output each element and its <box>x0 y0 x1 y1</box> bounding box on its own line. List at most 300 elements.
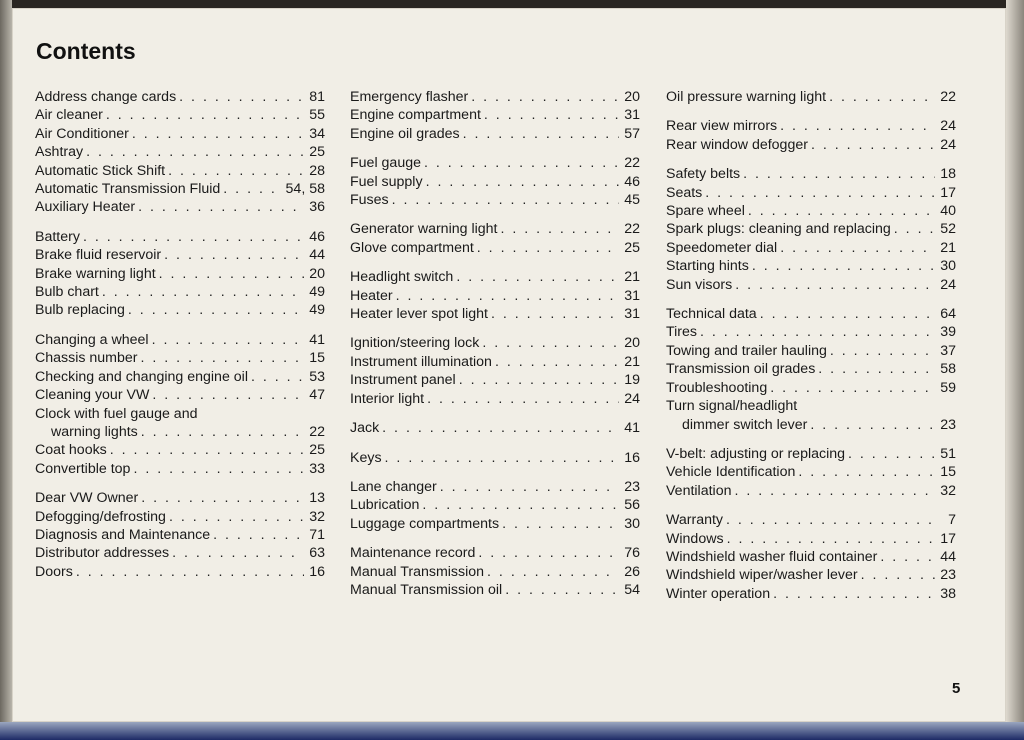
entry-group-gap <box>666 154 956 165</box>
index-entry-page: 23 <box>624 478 640 495</box>
index-entry-label: Vehicle Identification <box>666 464 796 481</box>
index-entry <box>666 548 956 566</box>
index-entry-page: 76 <box>624 545 640 562</box>
index-entry-page: 56 <box>624 497 640 514</box>
index-entry-page: 17 <box>940 184 956 201</box>
dot-leader <box>382 419 619 437</box>
index-entry <box>35 386 325 404</box>
index-entry-label: Brake warning light <box>35 265 156 282</box>
entry-group-gap <box>350 209 640 220</box>
index-entry-label: Interior light <box>350 390 425 407</box>
index-entry-page: 59 <box>940 379 956 396</box>
dot-leader <box>463 125 619 143</box>
index-entry <box>35 526 325 544</box>
dot-leader <box>487 563 619 581</box>
index-entry-page: 51 <box>940 445 956 462</box>
index-entry <box>350 353 640 371</box>
index-entry-page: 24 <box>940 136 956 153</box>
index-entry-page: 58 <box>940 361 956 378</box>
index-entry-continuation: warning lights <box>51 423 138 440</box>
dot-leader <box>495 353 619 371</box>
dot-leader <box>76 563 304 581</box>
index-entry <box>666 342 956 360</box>
entry-group-gap <box>666 294 956 305</box>
index-entry-label: Generator warning light <box>350 221 498 238</box>
index-entry-label: Ignition/steering lock <box>350 335 480 352</box>
index-entry-label: Dear VW Owner <box>35 490 139 507</box>
index-entry <box>35 301 325 319</box>
index-entry-label: Maintenance record <box>350 545 476 562</box>
index-entry <box>350 419 640 437</box>
dot-leader <box>810 416 935 434</box>
index-entry-label: Speedometer dial <box>666 239 778 256</box>
dot-leader <box>106 106 304 124</box>
index-entry-page: 36 <box>309 199 325 216</box>
index-entry-page: 49 <box>309 284 325 301</box>
dot-leader <box>748 202 935 220</box>
dot-leader <box>700 323 935 341</box>
index-entry <box>666 379 956 397</box>
index-entry-label: Lane changer <box>350 478 437 495</box>
dot-leader <box>456 268 619 286</box>
index-entry-label: Manual Transmission <box>350 563 485 580</box>
index-entry-page: 57 <box>624 125 640 142</box>
index-entry-page: 17 <box>940 530 956 547</box>
index-entry <box>35 489 325 507</box>
index-entry-page: 15 <box>940 464 956 481</box>
dot-leader <box>440 478 619 496</box>
index-entry-page: 39 <box>940 324 956 341</box>
index-entry-label: Rear window defogger <box>666 136 808 153</box>
index-entry <box>350 305 640 323</box>
entry-group-gap <box>35 217 325 228</box>
index-entry <box>666 482 956 500</box>
index-entry-page: 24 <box>940 118 956 135</box>
index-entry <box>666 117 956 135</box>
index-entry-page: 31 <box>624 107 640 124</box>
index-entry-label: Technical data <box>666 306 757 323</box>
index-entry-page: 53 <box>309 368 325 385</box>
entry-group-gap <box>666 500 956 511</box>
index-entry-page: 46 <box>624 173 640 190</box>
entry-group-gap <box>666 106 956 117</box>
index-entry-page: 71 <box>309 526 325 543</box>
index-entry-label: Troubleshooting <box>666 379 768 396</box>
index-entry-page: 26 <box>624 563 640 580</box>
page-number: 5 <box>952 680 961 697</box>
entry-group-gap <box>350 408 640 419</box>
index-entry-page: 24 <box>624 390 640 407</box>
index-entry-label: Brake fluid reservoir <box>35 247 162 264</box>
index-entry <box>666 511 956 529</box>
dot-leader <box>734 482 935 500</box>
index-entry <box>666 165 956 183</box>
dot-leader <box>169 508 304 526</box>
index-entry-label: Safety belts <box>666 166 741 183</box>
index-entry-page: 30 <box>940 258 956 275</box>
index-entry-label: Air cleaner <box>35 107 103 124</box>
index-entry-label: Tires <box>666 324 698 341</box>
index-entry-page: 19 <box>624 372 640 389</box>
dot-leader <box>152 386 304 404</box>
index-entry-page: 18 <box>940 166 956 183</box>
index-entry-label: Automatic Transmission Fluid <box>35 181 221 198</box>
book-spine <box>0 0 12 740</box>
index-entry-label: Battery <box>35 228 80 245</box>
index-entry <box>35 441 325 459</box>
dot-leader <box>491 305 619 323</box>
index-entry-page: 30 <box>624 515 640 532</box>
index-entry <box>35 423 325 441</box>
dot-leader <box>861 566 935 584</box>
dot-leader <box>705 184 935 202</box>
index-entry-page: 23 <box>940 567 956 584</box>
index-entry-page: 47 <box>309 387 325 404</box>
dot-leader <box>251 368 304 386</box>
index-entry-label: Distributor addresses <box>35 545 170 562</box>
index-entry-label: Luggage compartments <box>350 515 500 532</box>
index-entry-label: Heater lever spot light <box>350 306 489 323</box>
index-entry-page: 31 <box>624 306 640 323</box>
index-entry-label: Spare wheel <box>666 203 745 220</box>
index-entry-page: 21 <box>940 239 956 256</box>
index-entry <box>666 566 956 584</box>
index-entry <box>35 143 325 161</box>
index-entry-page: 16 <box>624 449 640 466</box>
index-entry <box>35 228 325 246</box>
index-entry-page: 63 <box>309 545 325 562</box>
index-entry-label: Turn signal/headlight <box>666 398 798 415</box>
index-entry-label: Spark plugs: cleaning and replacing <box>666 221 891 238</box>
dot-leader <box>223 180 282 198</box>
index-entry <box>35 460 325 478</box>
dot-leader <box>138 198 304 216</box>
dot-leader <box>484 106 619 124</box>
index-entry <box>350 544 640 562</box>
dot-leader <box>152 331 304 349</box>
index-entry <box>35 265 325 283</box>
index-entry <box>666 276 956 294</box>
entry-group-gap <box>35 478 325 489</box>
index-entry-label: Diagnosis and Maintenance <box>35 526 211 543</box>
index-entry-page: 25 <box>309 144 325 161</box>
index-entry-label: Bulb replacing <box>35 302 125 319</box>
index-entry-page: 52 <box>940 221 956 238</box>
contents-column-3 <box>666 88 956 603</box>
dot-leader <box>482 334 619 352</box>
index-entry <box>350 106 640 124</box>
dot-leader <box>102 283 304 301</box>
index-entry <box>35 106 325 124</box>
index-entry-page: 40 <box>940 203 956 220</box>
index-entry-page: 25 <box>309 442 325 459</box>
index-entry <box>666 305 956 323</box>
index-entry <box>666 88 956 106</box>
dot-leader <box>128 301 304 319</box>
index-entry <box>35 508 325 526</box>
dot-leader <box>478 544 619 562</box>
dot-leader <box>164 246 304 264</box>
dot-leader <box>477 239 619 257</box>
index-entry-label: Lubrication <box>350 497 420 514</box>
dot-leader <box>424 154 619 172</box>
index-entry-page: 20 <box>624 335 640 352</box>
index-entry-label: Automatic Stick Shift <box>35 162 166 179</box>
index-entry <box>666 530 956 548</box>
index-entry-label: Jack <box>350 420 380 437</box>
index-entry <box>350 371 640 389</box>
dot-leader <box>811 136 935 154</box>
index-entry-label: Convertible top <box>35 460 131 477</box>
index-entry <box>350 581 640 599</box>
dot-leader <box>141 349 304 367</box>
contents-page <box>12 8 1006 722</box>
index-entry <box>350 478 640 496</box>
index-entry-label: V-belt: adjusting or replacing <box>666 445 846 462</box>
dot-leader <box>213 526 304 544</box>
dot-leader <box>798 463 935 481</box>
index-entry-page: 7 <box>948 512 956 529</box>
dot-leader <box>726 511 935 529</box>
index-entry-label: Bulb chart <box>35 284 99 301</box>
page-edge-right <box>1006 0 1024 740</box>
index-entry <box>350 191 640 209</box>
dot-leader <box>396 287 619 305</box>
dot-leader <box>829 88 935 106</box>
index-entry <box>666 360 956 378</box>
index-entry-label: Oil pressure warning light <box>666 89 827 105</box>
index-entry <box>35 162 325 180</box>
index-entry-page: 28 <box>309 162 325 179</box>
dot-leader <box>505 581 619 599</box>
index-entry-page: 15 <box>309 350 325 367</box>
index-entry-label: Fuses <box>350 192 389 209</box>
index-entry-page: 22 <box>309 423 325 440</box>
index-entry <box>350 287 640 305</box>
index-entry-label: Clock with fuel gauge and <box>35 405 198 422</box>
dot-leader <box>752 257 935 275</box>
index-entry-page: 37 <box>940 342 956 359</box>
index-entry-label: Starting hints <box>666 258 749 275</box>
index-entry-label: Engine compartment <box>350 107 481 124</box>
index-entry <box>35 349 325 367</box>
dot-leader <box>133 460 304 478</box>
dot-leader <box>727 530 935 548</box>
index-entry-page: 81 <box>309 89 325 105</box>
index-entry <box>350 173 640 191</box>
index-entry-label: Cleaning your VW <box>35 387 150 404</box>
index-entry-label: Ventilation <box>666 482 732 499</box>
index-entry <box>666 323 956 341</box>
dot-leader <box>459 371 619 389</box>
contents-column-2 <box>350 88 640 599</box>
index-entry-label: Changing a wheel <box>35 331 149 348</box>
dot-leader <box>780 117 935 135</box>
dot-leader <box>894 220 935 238</box>
index-entry-label: Checking and changing engine oil <box>35 368 248 385</box>
entry-group-gap <box>666 434 956 445</box>
index-entry-page: 45 <box>624 192 640 209</box>
dot-leader <box>179 88 304 106</box>
index-entry-page: 49 <box>309 302 325 319</box>
index-entry <box>35 180 325 198</box>
index-entry-page: 54 <box>624 581 640 598</box>
index-entry-page: 44 <box>309 247 325 264</box>
dot-leader <box>132 125 304 143</box>
dot-leader <box>141 423 304 441</box>
index-entry-label: Winter operation <box>666 585 771 602</box>
index-entry-page: 25 <box>624 239 640 256</box>
dot-leader <box>172 544 304 562</box>
index-entry-label: Coat hooks <box>35 442 107 459</box>
index-entry-label: Fuel gauge <box>350 155 421 172</box>
index-entry-page: 41 <box>624 420 640 437</box>
entry-group-gap <box>35 320 325 331</box>
index-entry <box>35 331 325 349</box>
index-entry <box>666 239 956 257</box>
index-entry-page: 22 <box>940 89 956 105</box>
page-edge-bottom <box>0 722 1024 740</box>
dot-leader <box>471 88 619 106</box>
index-entry-page: 32 <box>309 508 325 525</box>
index-entry-label: Windshield washer fluid container <box>666 548 878 565</box>
index-entry-page: 22 <box>624 155 640 172</box>
index-entry-label: Instrument illumination <box>350 353 492 370</box>
entry-group-gap <box>350 467 640 478</box>
index-entry-page: 32 <box>940 482 956 499</box>
dot-leader <box>86 143 304 161</box>
dot-leader <box>159 265 304 283</box>
dot-leader <box>500 220 619 238</box>
index-entry <box>35 544 325 562</box>
dot-leader <box>168 162 304 180</box>
index-entry-label: Glove compartment <box>350 239 474 256</box>
index-entry <box>350 268 640 286</box>
index-entry <box>666 445 956 463</box>
index-entry-label: Doors <box>35 563 73 580</box>
dot-leader <box>427 390 619 408</box>
dot-leader <box>760 305 935 323</box>
index-entry <box>666 136 956 154</box>
index-entry-page: 55 <box>309 107 325 124</box>
index-entry <box>350 390 640 408</box>
index-entry-label: Manual Transmission oil <box>350 581 503 598</box>
index-entry-label: Towing and trailer hauling <box>666 342 827 359</box>
index-entry-page: 33 <box>309 460 325 477</box>
index-entry <box>350 563 640 581</box>
index-entry-page: 44 <box>940 548 956 565</box>
index-entry-page: 34 <box>309 125 325 142</box>
index-entry-page: 46 <box>309 228 325 245</box>
index-entry-label: Transmission oil grades <box>666 361 816 378</box>
index-entry-label: Defogging/defrosting <box>35 508 166 525</box>
index-entry <box>350 515 640 533</box>
contents-column-1 <box>35 88 325 581</box>
dot-leader <box>83 228 304 246</box>
index-entry <box>350 496 640 514</box>
dot-leader <box>735 276 935 294</box>
dot-leader <box>743 165 935 183</box>
index-entry-label: Ashtray <box>35 144 84 161</box>
dot-leader <box>770 379 935 397</box>
index-entry <box>350 449 640 467</box>
index-entry-label: Address change cards <box>35 89 177 105</box>
index-entry-page: 13 <box>309 490 325 507</box>
index-entry-page: 21 <box>624 353 640 370</box>
index-entry-label: Sun visors <box>666 276 733 293</box>
entry-group-gap <box>350 533 640 544</box>
dot-leader <box>773 585 935 603</box>
index-entry <box>35 563 325 581</box>
dot-leader <box>392 191 619 209</box>
dot-leader <box>422 496 619 514</box>
index-entry-page: 22 <box>624 221 640 238</box>
index-entry-label: Auxiliary Heater <box>35 199 136 216</box>
dot-leader <box>110 441 304 459</box>
index-entry-label: Heater <box>350 287 393 304</box>
index-entry-label: Instrument panel <box>350 372 456 389</box>
index-entry <box>350 154 640 172</box>
dot-leader <box>426 173 619 191</box>
index-entry <box>666 416 956 434</box>
index-entry-label: Keys <box>350 449 382 466</box>
entry-group-gap <box>350 143 640 154</box>
index-entry-page: 54, 58 <box>285 181 325 198</box>
index-entry-page: 23 <box>940 416 956 433</box>
index-entry-page: 31 <box>624 287 640 304</box>
index-entry-label: Engine oil grades <box>350 125 460 142</box>
index-entry <box>35 368 325 386</box>
index-entry <box>666 220 956 238</box>
dot-leader <box>502 515 619 533</box>
index-entry <box>35 88 325 106</box>
index-entry-page: 20 <box>309 265 325 282</box>
index-entry-page: 41 <box>309 331 325 348</box>
index-entry <box>350 334 640 352</box>
entry-group-gap <box>350 438 640 449</box>
index-entry-label: Rear view mirrors <box>666 118 778 135</box>
dot-leader <box>141 489 304 507</box>
index-entry <box>350 220 640 238</box>
dot-leader <box>880 548 935 566</box>
entry-group-gap <box>350 257 640 268</box>
dot-leader <box>848 445 935 463</box>
index-entry-label: Windshield wiper/washer lever <box>666 567 858 584</box>
index-entry <box>35 246 325 264</box>
index-entry-label: Seats <box>666 184 703 201</box>
index-entry <box>666 463 956 481</box>
index-entry-page: 16 <box>309 563 325 580</box>
index-entry <box>35 283 325 301</box>
page-title: Contents <box>36 38 136 64</box>
index-entry <box>35 198 325 216</box>
index-entry <box>666 257 956 275</box>
index-entry <box>666 202 956 220</box>
index-entry-label: Warranty <box>666 512 724 529</box>
dot-leader <box>385 449 619 467</box>
index-entry <box>35 125 325 143</box>
dot-leader <box>818 360 935 378</box>
dot-leader <box>780 239 935 257</box>
index-entry-page: 38 <box>940 585 956 602</box>
index-entry-page: 20 <box>624 89 640 105</box>
index-entry <box>350 125 640 143</box>
index-entry-page: 21 <box>624 269 640 286</box>
index-entry-label: Fuel supply <box>350 173 423 190</box>
index-entry-label: Windows <box>666 530 724 547</box>
index-entry <box>350 88 640 106</box>
index-entry <box>350 239 640 257</box>
